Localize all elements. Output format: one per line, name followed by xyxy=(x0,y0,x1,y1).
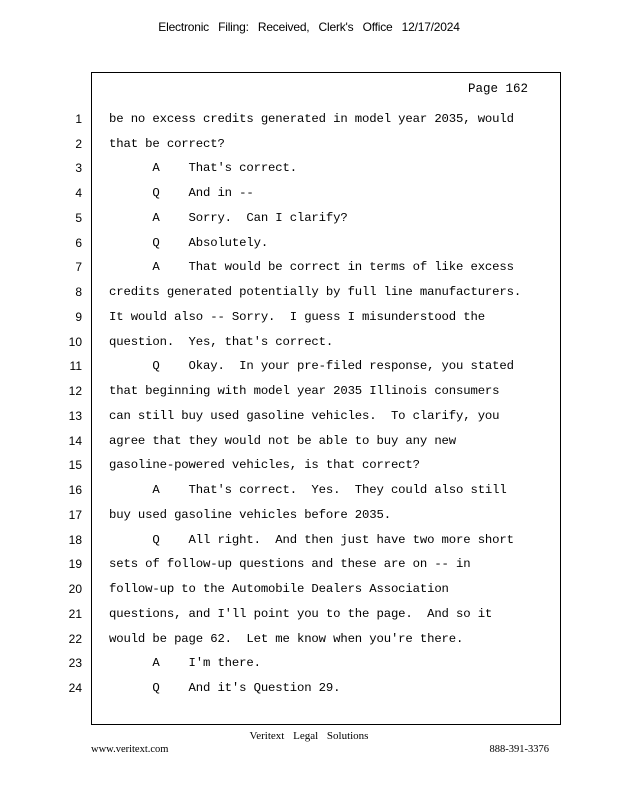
line-number: 10 xyxy=(68,335,82,349)
transcript-line: credits generated potentially by full line manufacturers. xyxy=(109,285,522,299)
transcript-line: It would also -- Sorry. I guess I misunderstood the xyxy=(109,310,485,324)
line-number: 20 xyxy=(68,582,82,596)
line-number: 16 xyxy=(68,483,82,497)
line-number: 24 xyxy=(68,681,82,695)
transcript-line: that be correct? xyxy=(109,137,225,151)
line-number: 9 xyxy=(75,310,82,324)
transcript-line: question. Yes, that's correct. xyxy=(109,335,334,349)
line-number: 3 xyxy=(75,161,82,175)
line-number: 8 xyxy=(75,285,82,299)
line-number: 14 xyxy=(68,434,82,448)
line-number: 22 xyxy=(68,632,82,646)
line-number: 1 xyxy=(75,112,82,126)
line-number: 21 xyxy=(68,607,82,621)
transcript-line: A That would be correct in terms of like excess xyxy=(109,260,514,274)
line-number: 4 xyxy=(75,186,82,200)
transcript-line: A Sorry. Can I clarify? xyxy=(109,211,348,225)
footer-company: Veritext Legal Solutions xyxy=(249,730,369,742)
line-number: 15 xyxy=(68,458,82,472)
line-number: 5 xyxy=(75,211,82,225)
transcript-line: A That's correct. Yes. They could also still xyxy=(109,483,507,497)
line-number: 17 xyxy=(68,508,82,522)
line-number: 23 xyxy=(68,656,82,670)
transcript-line: agree that they would not be able to buy any new xyxy=(109,434,457,448)
line-number: 13 xyxy=(68,409,82,423)
transcript-line: sets of follow-up questions and these are on -- in xyxy=(109,557,471,571)
transcript-line: would be page 62. Let me know when you're there. xyxy=(109,632,464,646)
transcript-line: A I'm there. xyxy=(109,656,261,670)
transcript-line: can still buy used gasoline vehicles. To clarify, you xyxy=(109,409,500,423)
transcript-line: follow-up to the Automobile Dealers Association xyxy=(109,582,449,596)
transcript-line: that beginning with model year 2035 Illinois consumers xyxy=(109,384,500,398)
line-number: 11 xyxy=(69,359,82,373)
footer-phone: 888-391-3376 xyxy=(489,744,549,755)
line-number: 18 xyxy=(68,533,82,547)
transcript-line: Q Okay. In your pre-filed response, you stated xyxy=(109,359,514,373)
line-number: 2 xyxy=(75,137,82,151)
transcript-line: A That's correct. xyxy=(109,161,297,175)
transcript-line: questions, and I'll point you to the page. And so it xyxy=(109,607,493,621)
line-number: 7 xyxy=(75,260,82,274)
page-number: Page 162 xyxy=(468,82,529,96)
transcript-line: be no excess credits generated in model year 2035, would xyxy=(109,112,514,126)
transcript-line: Q Absolutely. xyxy=(109,236,269,250)
line-number: 19 xyxy=(68,557,82,571)
transcript-line: Q And it's Question 29. xyxy=(109,681,341,695)
transcript-line: gasoline-powered vehicles, is that correct? xyxy=(109,458,420,472)
filing-stamp: Electronic Filing: Received, Clerk's Office 12/17/2024 xyxy=(158,20,460,34)
transcript-line: Q All right. And then just have two more short xyxy=(109,533,514,547)
footer-website: www.veritext.com xyxy=(91,744,169,755)
transcript-line: Q And in -- xyxy=(109,186,254,200)
transcript-line: buy used gasoline vehicles before 2035. xyxy=(109,508,391,522)
line-number: 12 xyxy=(68,384,82,398)
line-number: 6 xyxy=(75,236,82,250)
